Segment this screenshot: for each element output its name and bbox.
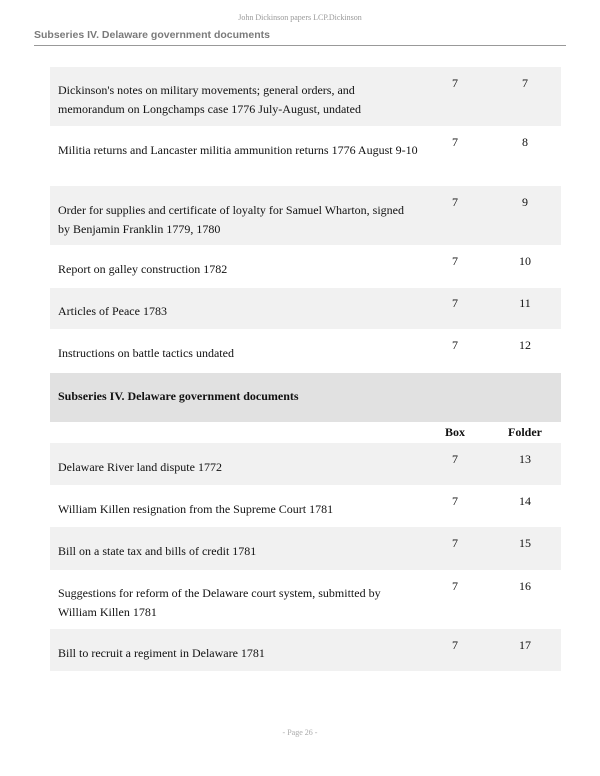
- row-box: 7: [452, 195, 458, 209]
- row-folder: 11: [519, 296, 531, 310]
- table-row: [50, 186, 561, 245]
- row-description: Dickinson's notes on military movements; general orders, and memorandum on Longchamps case 1776 July-August, undated: [58, 83, 361, 116]
- row-box: 7: [452, 494, 458, 508]
- table-row: [50, 288, 561, 329]
- row-box: 7: [452, 536, 458, 550]
- container-list-table: [50, 67, 561, 671]
- header-rule: [34, 45, 566, 46]
- row-folder: 13: [519, 452, 531, 466]
- row-folder: 15: [519, 536, 531, 550]
- section-header: Subseries IV. Delaware government documents: [34, 29, 270, 41]
- row-description: Articles of Peace 1783: [58, 304, 167, 318]
- row-folder: 16: [519, 579, 531, 593]
- row-description: Bill to recruit a regiment in Delaware 1781: [58, 646, 265, 660]
- row-folder: 10: [519, 254, 531, 268]
- row-folder: 8: [522, 135, 528, 149]
- column-headers: [50, 422, 561, 443]
- row-box: 7: [452, 338, 458, 352]
- row-box: 7: [452, 254, 458, 268]
- row-folder: 14: [519, 494, 531, 508]
- table-row: [50, 329, 561, 373]
- table-row: [50, 570, 561, 629]
- row-description: Suggestions for reform of the Delaware court system, submitted by William Killen 1781: [58, 586, 381, 619]
- row-description: Report on galley construction 1782: [58, 262, 228, 276]
- row-box: 7: [452, 638, 458, 652]
- subseries-header: [50, 373, 561, 422]
- table-row: [50, 485, 561, 527]
- row-description: Bill on a state tax and bills of credit 1781: [58, 544, 257, 558]
- page-number: - Page 26 -: [282, 728, 318, 737]
- table-row: [50, 527, 561, 570]
- table-row: [50, 245, 561, 288]
- row-description: Order for supplies and certificate of loyalty for Samuel Wharton, signed by Benjamin Franklin 1779, 1780: [58, 203, 405, 236]
- row-box: 7: [452, 296, 458, 310]
- row-description: Militia returns and Lancaster militia ammunition returns 1776 August 9-10: [58, 143, 418, 157]
- subseries-title: Subseries IV. Delaware government documents: [58, 389, 299, 403]
- column-header-box: Box: [444, 425, 465, 439]
- table-row: [50, 67, 561, 126]
- row-box: 7: [452, 135, 458, 149]
- row-box: 7: [452, 452, 458, 466]
- row-folder: 7: [522, 76, 528, 90]
- column-header-folder: Folder: [508, 425, 542, 439]
- table-row: [50, 443, 561, 485]
- row-folder: 9: [522, 195, 528, 209]
- row-description: William Killen resignation from the Supreme Court 1781: [58, 502, 334, 516]
- row-folder: 12: [519, 338, 531, 352]
- table-row: [50, 629, 561, 671]
- table-row: [50, 126, 561, 186]
- row-description: Delaware River land dispute 1772: [58, 460, 222, 474]
- row-box: 7: [452, 76, 458, 90]
- running-head: John Dickinson papers LCP.Dickinson: [238, 13, 362, 22]
- row-folder: 17: [519, 638, 531, 652]
- row-box: 7: [452, 579, 458, 593]
- row-description: Instructions on battle tactics undated: [58, 346, 234, 360]
